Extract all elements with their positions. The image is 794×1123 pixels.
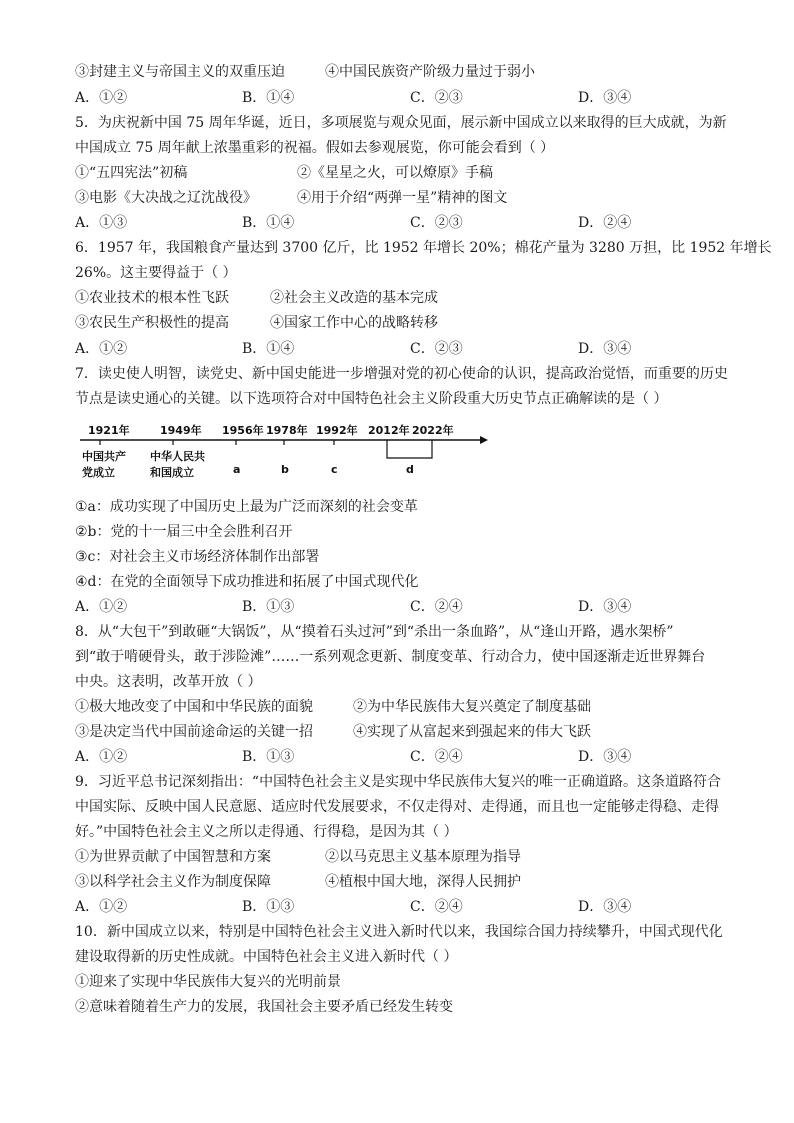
q9-choice-d: D．③④ xyxy=(578,899,632,915)
timeline-bracket-d xyxy=(387,445,432,458)
q10-stem-line-2: 建设取得新的历史性成就。中国特色社会主义进入新时代（ ） xyxy=(75,949,458,965)
q5-statement-4: ④用于介绍“两弹一星”精神的图文 xyxy=(297,190,508,206)
q6-statement-3: ③农民生产积极性的提高 xyxy=(75,315,229,331)
q7-stem-line-1: 7．读史使人明智，读党史、新中国史能进一步增强对党的初心使命的认识，提高政治觉悟，而重要的历史 xyxy=(75,366,728,382)
q7-choice-a: A．①② xyxy=(75,599,128,615)
timeline-year-1992: 1992年 xyxy=(316,424,358,437)
q6-choice-c: C．②③ xyxy=(410,341,463,357)
q8-stem-line-3: 中央。这表明，改革开放（ ） xyxy=(75,674,262,690)
q4-choice-a: A．①② xyxy=(75,90,128,106)
timeline-event-1921-line-1: 中国共产 xyxy=(82,450,126,463)
timeline-year-1921: 1921年 xyxy=(88,424,130,437)
q9-choice-b: B．①③ xyxy=(242,899,295,915)
q8-statement-4: ④实现了从富起来到强起来的伟大飞跃 xyxy=(353,724,591,740)
q5-statement-2: ②《星星之火，可以燎原》手稿 xyxy=(297,165,493,181)
q5-statement-1: ①“五四宪法”初稿 xyxy=(75,165,188,181)
q9-choice-c: C．②④ xyxy=(410,899,463,915)
q5-choice-d: D．②④ xyxy=(578,215,632,231)
q6-choice-d: D．③④ xyxy=(578,341,632,357)
q4-choice-d: D．③④ xyxy=(578,90,632,106)
q10-statement-1: ①迎来了实现中华民族伟大复兴的光明前景 xyxy=(75,974,341,990)
q6-choice-a: A．①② xyxy=(75,341,128,357)
q9-choice-a: A．①② xyxy=(75,899,128,915)
q7-statement-2: ②b：党的十一届三中全会胜利召开 xyxy=(75,524,293,540)
q7-choice-c: C．②④ xyxy=(410,599,463,615)
timeline-year-2012: 2012年 xyxy=(368,424,410,437)
q7-statement-1: ①a：成功实现了中国历史上最为广泛而深刻的社会变革 xyxy=(75,499,418,515)
q5-statement-3: ③电影《大决战之辽沈战役》 xyxy=(75,190,257,206)
q8-statement-2: ②为中华民族伟大复兴奠定了制度基础 xyxy=(353,699,591,715)
q9-stem-line-2: 中国实际、反映中国人民意愿、适应时代发展要求，不仅走得对、走得通，而且也一定能够走得稳、走得 xyxy=(75,799,719,815)
timeline-mark-d: d xyxy=(406,463,414,476)
q6-stem-line-2: 26%。这主要得益于（ ） xyxy=(75,265,237,281)
q8-choice-c: C．②④ xyxy=(410,749,463,765)
q4-choice-b: B．①④ xyxy=(242,90,295,106)
q9-stem-line-1: 9．习近平总书记深刻指出：“中国特色社会主义是实现中华民族伟大复兴的唯一正确道路。这条道路符合 xyxy=(75,774,722,790)
q8-stem-line-1: 8．从“大包干”到敢砸“大锅饭”，从“摸着石头过河”到“杀出一条血路”，从“逢山开路，遇水架桥” xyxy=(75,624,674,640)
q8-stem-line-2: 到“敢于啃硬骨头，敢于涉险滩”……一系列观念更新、制度变革、行动合力，使中国逐渐走近世界舞台 xyxy=(75,649,706,665)
q6-statement-1: ①农业技术的根本性飞跃 xyxy=(75,290,229,306)
timeline-year-1978: 1978年 xyxy=(266,424,308,437)
q9-statement-2: ②以马克思主义基本原理为指导 xyxy=(325,849,521,865)
q6-stem-line-1: 6．1957 年，我国粮食产量达到 3700 亿斤，比 1952 年增长 20%；棉花产量为 3280 万担，比 1952 年增长 xyxy=(75,240,772,256)
q9-statement-3: ③以科学社会主义作为制度保障 xyxy=(75,874,271,890)
timeline-mark-a: a xyxy=(233,463,241,476)
q7-choice-b: B．①③ xyxy=(242,599,295,615)
q4-choice-c: C．②③ xyxy=(410,90,463,106)
timeline-mark-b: b xyxy=(281,463,289,476)
q8-statement-3: ③是决定当代中国前途命运的关键一招 xyxy=(75,724,313,740)
q7-stem-line-2: 节点是读史通心的关键。以下选项符合对中国特色社会主义阶段重大历史节点正确解读的是（ ） xyxy=(75,391,668,407)
q4-statement-4: ④中国民族资产阶级力量过于弱小 xyxy=(325,64,535,80)
q5-choice-a: A．①③ xyxy=(75,215,128,231)
q9-statement-1: ①为世界贡献了中国智慧和方案 xyxy=(75,849,271,865)
q7-statement-3: ③c：对社会主义市场经济体制作出部署 xyxy=(75,549,320,565)
q5-stem-line-2: 中国成立 75 周年献上浓墨重彩的祝福。假如去参观展览，你可能会看到（ ） xyxy=(75,140,555,156)
q9-stem-line-3: 好。”中国特色社会主义之所以走得通、行得稳，是因为其（ ） xyxy=(75,824,458,840)
history-timeline-figure xyxy=(80,418,490,488)
q4-statement-3: ③封建主义与帝国主义的双重压迫 xyxy=(75,64,285,80)
timeline-arrow-icon xyxy=(480,436,488,444)
timeline-year-2022: 2022年 xyxy=(412,424,454,437)
q7-choice-d: D．③④ xyxy=(578,599,632,615)
q8-choice-d: D．③④ xyxy=(578,749,632,765)
q6-statement-2: ②社会主义改造的基本完成 xyxy=(270,290,438,306)
timeline-event-1949-line-2: 和国成立 xyxy=(150,466,194,479)
q6-choice-b: B．①④ xyxy=(242,341,295,357)
q7-statement-4: ④d：在党的全面领导下成功推进和拓展了中国式现代化 xyxy=(75,574,419,590)
q6-statement-4: ④国家工作中心的战略转移 xyxy=(270,315,438,331)
q5-choice-c: C．②③ xyxy=(410,215,463,231)
q8-statement-1: ①极大地改变了中国和中华民族的面貌 xyxy=(75,699,313,715)
q8-choice-a: A．①② xyxy=(75,749,128,765)
q9-statement-4: ④植根中国大地，深得人民拥护 xyxy=(325,874,521,890)
timeline-year-1956: 1956年 xyxy=(222,424,264,437)
q10-statement-2: ②意味着随着生产力的发展，我国社会主要矛盾已经发生转变 xyxy=(75,999,453,1015)
q10-stem-line-1: 10．新中国成立以来，特别是中国特色社会主义进入新时代以来，我国综合国力持续攀升，中国式现代化 xyxy=(75,924,723,940)
q5-stem-line-1: 5．为庆祝新中国 75 周年华诞，近日，多项展览与观众见面，展示新中国成立以来取得的巨大成就，为新 xyxy=(75,115,727,131)
timeline-year-1949: 1949年 xyxy=(160,424,202,437)
timeline-event-1921-line-2: 党成立 xyxy=(82,466,115,479)
timeline-event-1949-line-1: 中华人民共 xyxy=(150,450,205,463)
timeline-mark-c: c xyxy=(331,463,338,476)
q5-choice-b: B．①④ xyxy=(242,215,295,231)
q8-choice-b: B．①③ xyxy=(242,749,295,765)
